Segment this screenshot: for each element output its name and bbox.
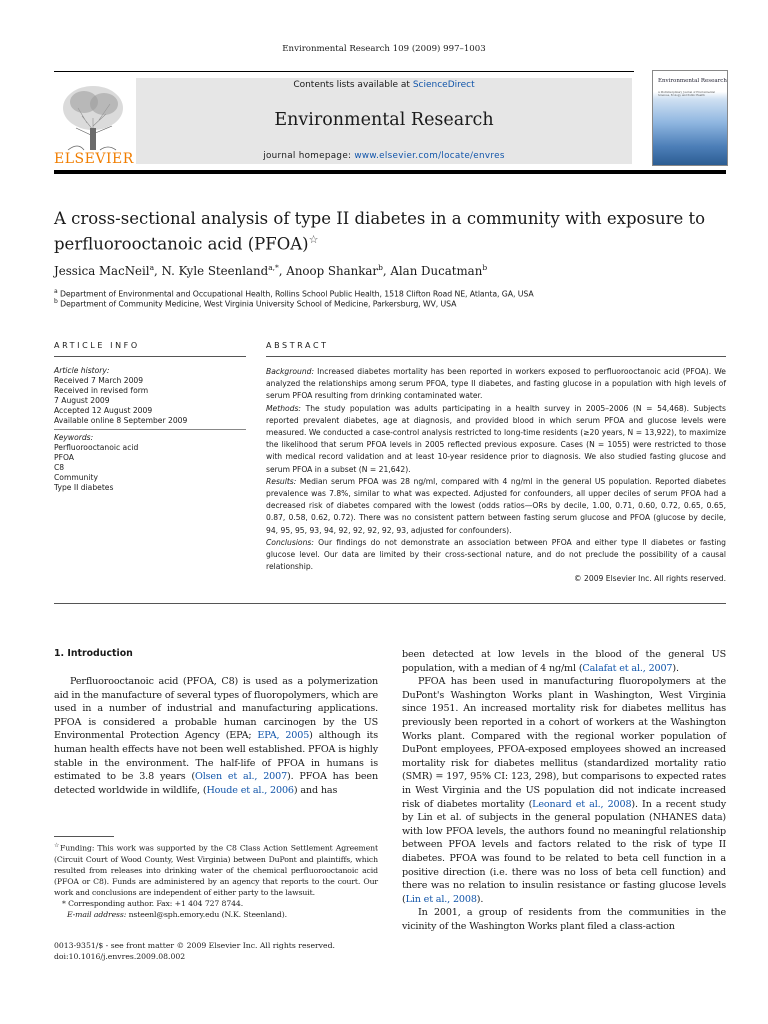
author-name: Anoop Shankar [286,263,379,278]
footnote-rule [54,836,114,837]
citation-link[interactable]: EPA, 2005 [257,730,310,742]
homepage-link[interactable]: www.elsevier.com/locate/envres [354,151,505,161]
paragraph-text: PFOA has been used in manufacturing fluoropolymers at the DuPont's Washington Works plant in Washington, West Virginia since 1951. An increased mortality risk for diabetes mellitus has previously been reported in a cohort of workers at the Washington Works plant. Compared with the regional worker population of DuPont employees, PFOA-exposed employees showed an increased mortality risk for diabetes mellitus (standardized mortality ratio (SMR) = 197, 95% CI: 123, 298), but comparisons to expected rates in West Virginia and the US population did not indicate increased risk of diabetes mortality ( [402,676,726,810]
homepage-prefix: journal homepage: [263,151,355,161]
abstract-conclusions [266,537,726,574]
section-heading: 1. Introduction [54,648,133,659]
footnote-mark: ☆ [54,842,61,849]
abstract-text: Median serum PFOA was 28 ng/ml, compared with 4 ng/ml in the general US population. Reported diabetes prevalence was 7.8%, similar to what was expected. Adjusted for confounders, all upper deciles of serum PFOA had a decreased risk of diabetes compared with the lowest (odds ratios—ORs by decile, 1.00, 0.71, 0.60, 0.72, 0.65, 0.65, 0.87, 0.58, 0.62, 0.72). There was no consistent pattern between fasting serum glucose and PFOA (glucose by decile, 94, 95, 95, 93, 94, 92, 92, 92, 92, 93, adjusted for confounders). [266,476,726,535]
issn-line: 0013-9351/$ - see front matter © 2009 Elsevier Inc. All rights reserved. [54,941,335,950]
article-info-block [54,366,246,493]
history-item: 7 August 2009 [54,396,110,405]
cover-title: Environmental Research [658,78,727,84]
header-top-rule [54,71,634,72]
title-footnote-mark: ☆ [308,233,319,246]
body-right-column [402,648,726,933]
paragraph-text: ). [672,662,679,674]
citation-link[interactable]: Calafat et al., 2007 [582,662,673,674]
paragraph [54,675,378,797]
paper-title [54,208,734,255]
cover-subtitle: A Multidisciplinary Journal of Environmental Sciences, Ecology, and Public Health [658,91,715,97]
title-line-2: perfluorooctanoic acid (PFOA) [54,234,309,254]
keyword: Community [54,473,98,482]
keyword: Perfluorooctanoic acid [54,443,139,452]
author-affil-mark: b [378,263,383,272]
history-item: Received in revised form [54,386,149,395]
citation-link[interactable]: Lin et al., 2008 [405,893,477,905]
elsevier-wordmark: ELSEVIER [54,151,134,167]
affiliation-mark: a [54,288,58,295]
contents-line [136,80,632,90]
affiliation-b [54,298,734,309]
funding-footnote: Funding: This work was supported by the C8 Class Action Settlement Agreement (Circuit Court of Wood County, West Virginia) between DuPont and plaintiffs, which resulted from releases into drinking water of the chemical perfluorooctanoic acid (PFOA or C8). Funds are administered by an agency that reports to the court. Our work and conclusions are independent of either party to the lawsuit. [54,843,378,897]
history-label: Article history: [54,366,110,375]
email-address[interactable]: nsteenl@sph.emory.edu (N.K. Steenland). [128,909,287,919]
abstract-body [266,366,726,586]
abstract-text: The study population was adults participating in a health survey in 2005–2006 (N = 54,468). Subjects reported prevalent diabetes, age at diagnosis, and provided blood in which serum PFOA and glucose levels were measured. We conducted a case-control analysis restricted to long-time residents (≥20 years, N = 13,922), to maximize the likelihood that serum PFOA levels in 2005 reflected previous exposure. Cases (N = 1055) were restricted to those with medical record validation and at least 10-year residence prior to diagnosis. We also studied fasting glucose and serum PFOA in a subset (N = 21,642). [266,403,726,474]
abstract-label: Background: [266,367,315,376]
author-affil-mark: a [149,263,155,272]
article-info-rule [54,356,246,357]
paragraph-text: In 2001, a group of residents from the communities in the vicinity of the Washington Works plant filed a class-action [402,907,726,932]
abstract-label: Methods: [266,403,301,413]
body-left-column [54,675,378,797]
abstract-rule [266,356,726,357]
history-item: Received 7 March 2009 [54,376,144,385]
paragraph [402,906,726,933]
sciencedirect-link[interactable]: ScienceDirect [412,80,475,90]
paragraph-text: ). In a recent study by Lin et al. of subjects in the general population (NHANES data) with low PFOA levels, the authors found no meaningful relationship between PFOA levels and factors related to the risk of type II diabetes. PFOA was found to be related to beta cell function in a positive direction (i.e. there was no loss of beta cell function) and there was no relation to insulin resistance or fasting glucose levels ( [402,798,727,905]
article-info-heading: ARTICLE INFO [54,341,140,350]
abstract-heading: ABSTRACT [266,341,329,350]
affiliation-text: Department of Environmental and Occupational Health, Rollins School Public Health, 1518 Clifton Road NE, Atlanta, GA, USA [59,289,534,299]
affiliation-mark: b [54,298,58,305]
author-name: N. Kyle Steenland [161,263,269,278]
author-list: Jessica MacNeil$^a$, N. Kyle Steenland$^{a,*}$, Anoop Shankar$^b$, Alan Ducatman$^b$ [54,263,488,278]
abstract-label: Conclusions: [266,537,314,547]
author-affil-mark: a,* [268,263,279,272]
paragraph-text: been detected at low levels in the blood of the general US population, with a median of 4 ng/ml ( [402,649,726,674]
contents-prefix: Contents lists available at [293,80,413,90]
title-line-1: A cross-sectional analysis of type II diabetes in a community with exposure to [54,209,706,228]
keyword: PFOA [54,453,74,462]
citation-link[interactable]: Leonard et al., 2008 [532,798,632,810]
abstract-methods [266,403,726,476]
history-item: Available online 8 September 2009 [54,416,188,425]
paragraph-text: ). PFOA has been detected worldwide in wildlife, ( [54,771,378,796]
paragraph [402,648,726,675]
keyword: Type II diabetes [54,483,114,492]
keyword: C8 [54,463,65,472]
abstract-text: Increased diabetes mortality has been reported in workers exposed to perfluorooctanoic acid (PFOA). We analyzed the relationships among serum PFOA, type II diabetes, and fasting glucose in a population with high levels of serum PFOA resulting from drinking contaminated water. [266,367,726,401]
paragraph-text: Perfluorooctanoic acid (PFOA, C8) is used as a polymerization aid in the manufacture of several types of fluoropolymers, which are used in a number of industrial and manufacturing applications. PFOA is considered a probable human carcinogen by the US Environmental Protection Agency (EPA; [54,676,378,742]
front-matter [54,940,384,962]
author-affil-mark: b [482,263,488,272]
abstract-label: Results: [266,476,297,486]
abstract-text: Our findings do not demonstrate an association between PFOA and either type II diabetes or fasting glucose level. Our data are limited by their cross-sectional nature, and do not preclude the possibility of a causal relationship. [266,537,726,572]
corresponding-footnote: * Corresponding author. Fax: +1 404 727 8744. [62,898,244,908]
paragraph-text: ) and has [293,784,338,796]
abstract-bottom-rule [54,603,726,604]
affiliation-a [54,288,734,299]
author-name: Alan Ducatman [390,263,483,278]
paragraph-text: ) although its human health effects have not been well established. PFOA is highly stable in the environment. The half-life of PFOA in humans is estimated to be 3.8 years ( [54,730,379,783]
journal-reference: Environmental Research 109 (2009) 997–1003 [282,44,486,54]
affiliation-text: Department of Community Medicine, West Virginia University School of Medicine, Parkersburg, WV, USA [60,299,457,309]
journal-homepage [136,151,632,161]
header-bottom-rule [54,170,726,174]
article-info-divider [54,429,246,430]
journal-cover-image [652,70,728,166]
history-item: Accepted 12 August 2009 [54,406,153,415]
journal-name: Environmental Research [274,110,494,130]
author-name: Jessica MacNeil [54,263,150,278]
citation-link[interactable]: Olsen et al., 2007 [195,771,288,783]
abstract-background [266,366,726,403]
citation-link[interactable]: Houde et al., 2006 [206,784,294,796]
keywords-label: Keywords: [54,433,94,442]
doi-line: doi:10.1016/j.envres.2009.08.002 [54,952,186,961]
footnotes [54,840,378,920]
paragraph [402,675,726,906]
abstract-copyright: © 2009 Elsevier Inc. All rights reserved. [574,574,726,584]
abstract-results [266,476,726,537]
email-label: E-mail address: [67,909,127,919]
paragraph-text: ). [476,893,484,905]
